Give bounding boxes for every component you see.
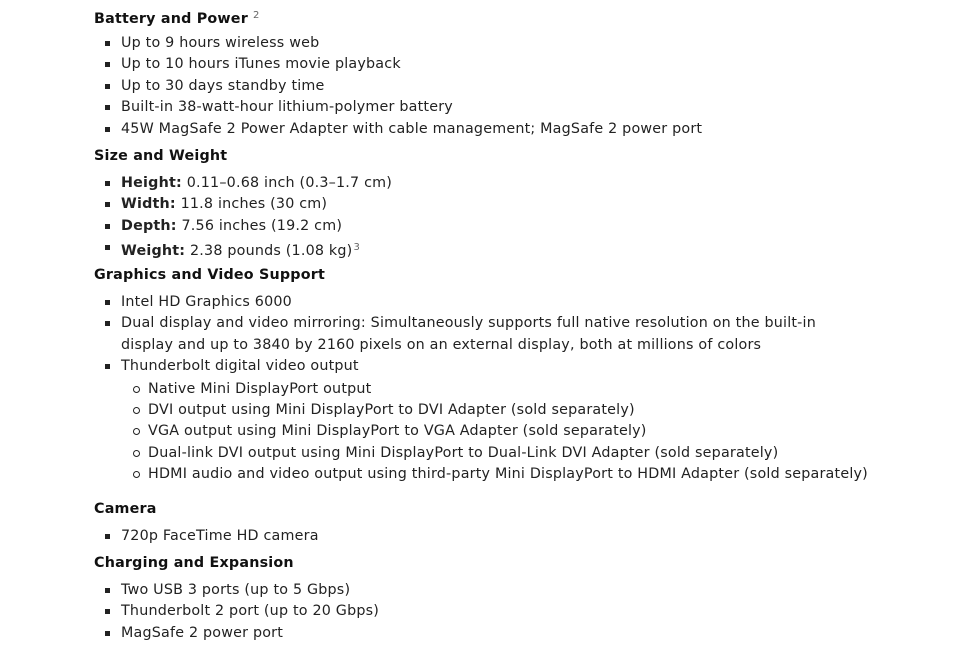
depth-label: Depth: [121,217,177,234]
battery-list [94,33,702,140]
sub-list-item: VGA output using Mini DisplayPort to VGA Adapter (sold separately) [121,421,868,442]
list-item [94,237,392,262]
list-item [94,173,392,194]
charging-list [94,580,379,644]
height-value: 0.11–0.68 inch (0.3–1.7 cm) [186,175,393,191]
list-item: Up to 30 days standby time [94,76,702,97]
list-item: Dual display and video mirroring: Simultaneously supports full native resolution on the built-in display and up to 3840 by 2160 pixels on an external display, both at millions of colors [94,313,861,356]
list-item: Thunderbolt 2 port (up to 20 Gbps) [94,601,379,622]
video-output-sublist [121,379,868,486]
graphics-heading: Graphics and Video Support [94,267,326,283]
list-item: Intel HD Graphics 6000 [94,292,868,313]
list-item: Two USB 3 ports (up to 5 Gbps) [94,580,379,601]
sub-list-item: HDMI audio and video output using third-party Mini DisplayPort to HDMI Adapter (sold separately) [121,464,868,485]
width-label: Width: [121,196,176,213]
battery-heading [94,5,260,30]
sub-list-item: DVI output using Mini DisplayPort to DVI Adapter (sold separately) [121,400,868,421]
weight-footnote[interactable]: 3 [353,242,361,254]
list-item: 45W MagSafe 2 Power Adapter with cable management; MagSafe 2 power port [94,119,702,140]
size-list [94,173,392,263]
list-item: MagSafe 2 power port [94,623,379,644]
list-item: Built-in 38-watt-hour lithium-polymer battery [94,97,702,118]
graphics-list [94,292,868,486]
list-item [94,194,392,215]
sub-list-item: Dual-link DVI output using Mini DisplayPort to Dual-Link DVI Adapter (sold separately) [121,443,868,464]
list-item [94,356,868,485]
depth-value: 7.56 inches (19.2 cm) [181,217,343,234]
charging-heading: Charging and Expansion [94,555,294,571]
height-label: Height: [121,175,182,191]
width-value: 11.8 inches (30 cm) [180,196,328,213]
weight-value: 2.38 pounds (1.08 kg) [189,243,353,260]
list-item [94,216,392,237]
weight-label: Weight: [121,243,186,260]
battery-footnote[interactable]: 2 [252,10,260,21]
sub-list-item: Native Mini DisplayPort output [121,379,868,400]
size-heading: Size and Weight [94,148,228,164]
list-item: 720p FaceTime HD camera [94,526,319,547]
thunderbolt-output-label: Thunderbolt digital video output [121,358,359,375]
camera-list [94,526,319,547]
camera-heading: Camera [94,501,157,517]
list-item: Up to 9 hours wireless web [94,33,702,54]
list-item: Up to 10 hours iTunes movie playback [94,54,702,75]
battery-title: Battery and Power [94,11,248,27]
